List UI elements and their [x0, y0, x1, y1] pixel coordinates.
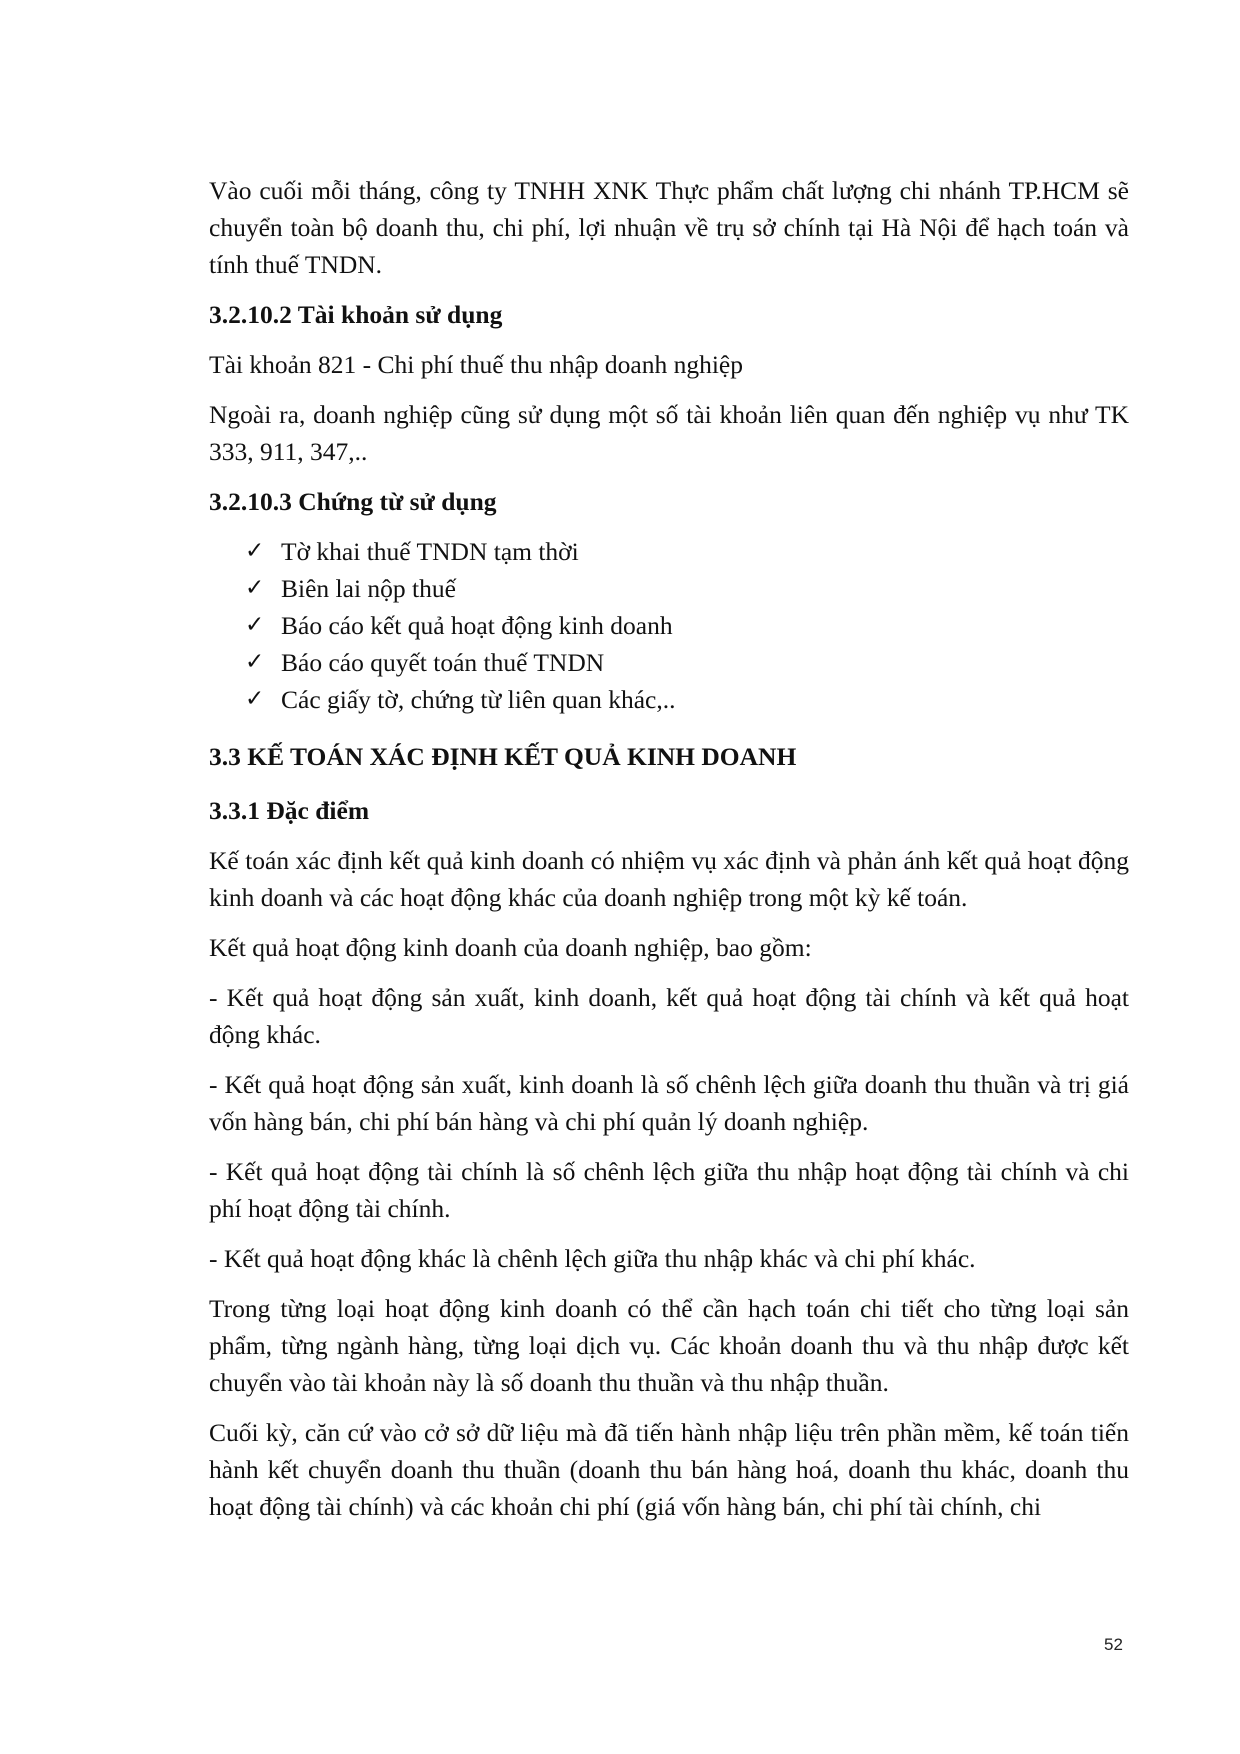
- paragraph-related-accounts: Ngoài ra, doanh nghiệp cũng sử dụng một số tài khoản liên quan đến nghiệp vụ như TK 333, 911, 347,..: [209, 400, 1129, 466]
- paragraph-financial-result: - Kết quả hoạt động tài chính là số chênh lệch giữa thu nhập hoạt động tài chính và chi phí hoạt động tài chính.: [209, 1157, 1129, 1223]
- section-heading-3-3-1: 3.3.1 Đặc điểm: [209, 796, 370, 825]
- list-item: [209, 607, 1129, 644]
- paragraph-results-include: Kết quả hoạt động kinh doanh của doanh nghiệp, bao gồm:: [209, 933, 812, 962]
- list-item-text: Báo cáo kết quả hoạt động kinh doanh: [281, 611, 673, 640]
- document-checklist: [209, 533, 1129, 718]
- paragraph-period-end: Cuối kỳ, căn cứ vào cở sở dữ liệu mà đã tiến hành nhập liệu trên phần mềm, kế toán tiến hành kết chuyển doanh thu thuần (doanh thu bán hàng hoá, doanh thu khác, doanh thu hoạt động tài chính) và các khoản chi phí (giá vốn hàng bán, chi phí tài chính, chi: [209, 1418, 1129, 1521]
- list-item: [209, 644, 1129, 681]
- checkmark-icon: ✓: [245, 686, 265, 712]
- paragraph-account-821: Tài khoản 821 - Chi phí thuế thu nhập doanh nghiệp: [209, 350, 743, 379]
- list-item: [209, 681, 1129, 718]
- paragraph-result-types: - Kết quả hoạt động sản xuất, kinh doanh, kết quả hoạt động tài chính và kết quả hoạt động khác.: [209, 983, 1129, 1049]
- section-heading-3-3: 3.3 KẾ TOÁN XÁC ĐỊNH KẾT QUẢ KINH DOANH: [209, 742, 797, 771]
- section-heading-3-2-10-2: 3.2.10.2 Tài khoản sử dụng: [209, 300, 503, 329]
- paragraph-other-result: - Kết quả hoạt động khác là chênh lệch giữa thu nhập khác và chi phí khác.: [209, 1244, 976, 1273]
- paragraph-detailed-accounting: Trong từng loại hoạt động kinh doanh có thể cần hạch toán chi tiết cho từng loại sản phẩm, từng ngành hàng, từng loại dịch vụ. Các khoản doanh thu và thu nhập được kết chuyển vào tài khoản này là số doanh thu thuần và thu nhập thuần.: [209, 1294, 1129, 1397]
- page-content: [209, 172, 1129, 1538]
- checkmark-icon: ✓: [245, 575, 265, 601]
- paragraph-production-result: - Kết quả hoạt động sản xuất, kinh doanh là số chênh lệch giữa doanh thu thuần và trị giá vốn hàng bán, chi phí bán hàng và chi phí quản lý doanh nghiệp.: [209, 1070, 1129, 1136]
- checkmark-icon: ✓: [245, 538, 265, 564]
- paragraph-task-description: Kế toán xác định kết quả kinh doanh có nhiệm vụ xác định và phản ánh kết quả hoạt động kinh doanh và các hoạt động khác của doanh nghiệp trong một kỳ kế toán.: [209, 846, 1129, 912]
- section-heading-3-2-10-3: 3.2.10.3 Chứng từ sử dụng: [209, 487, 497, 516]
- list-item: [209, 570, 1129, 607]
- list-item-text: Các giấy tờ, chứng từ liên quan khác,..: [281, 685, 676, 714]
- list-item-text: Biên lai nộp thuế: [281, 574, 456, 603]
- checkmark-icon: ✓: [245, 649, 265, 675]
- page-number: 52: [1104, 1635, 1123, 1654]
- list-item: [209, 533, 1129, 570]
- list-item-text: Báo cáo quyết toán thuế TNDN: [281, 648, 605, 677]
- intro-paragraph: Vào cuối mỗi tháng, công ty TNHH XNK Thực phẩm chất lượng chi nhánh TP.HCM sẽ chuyển toàn bộ doanh thu, chi phí, lợi nhuận về trụ sở chính tại Hà Nội để hạch toán và tính thuế TNDN.: [209, 176, 1129, 279]
- list-item-text: Tờ khai thuế TNDN tạm thời: [281, 537, 579, 566]
- checkmark-icon: ✓: [245, 612, 265, 638]
